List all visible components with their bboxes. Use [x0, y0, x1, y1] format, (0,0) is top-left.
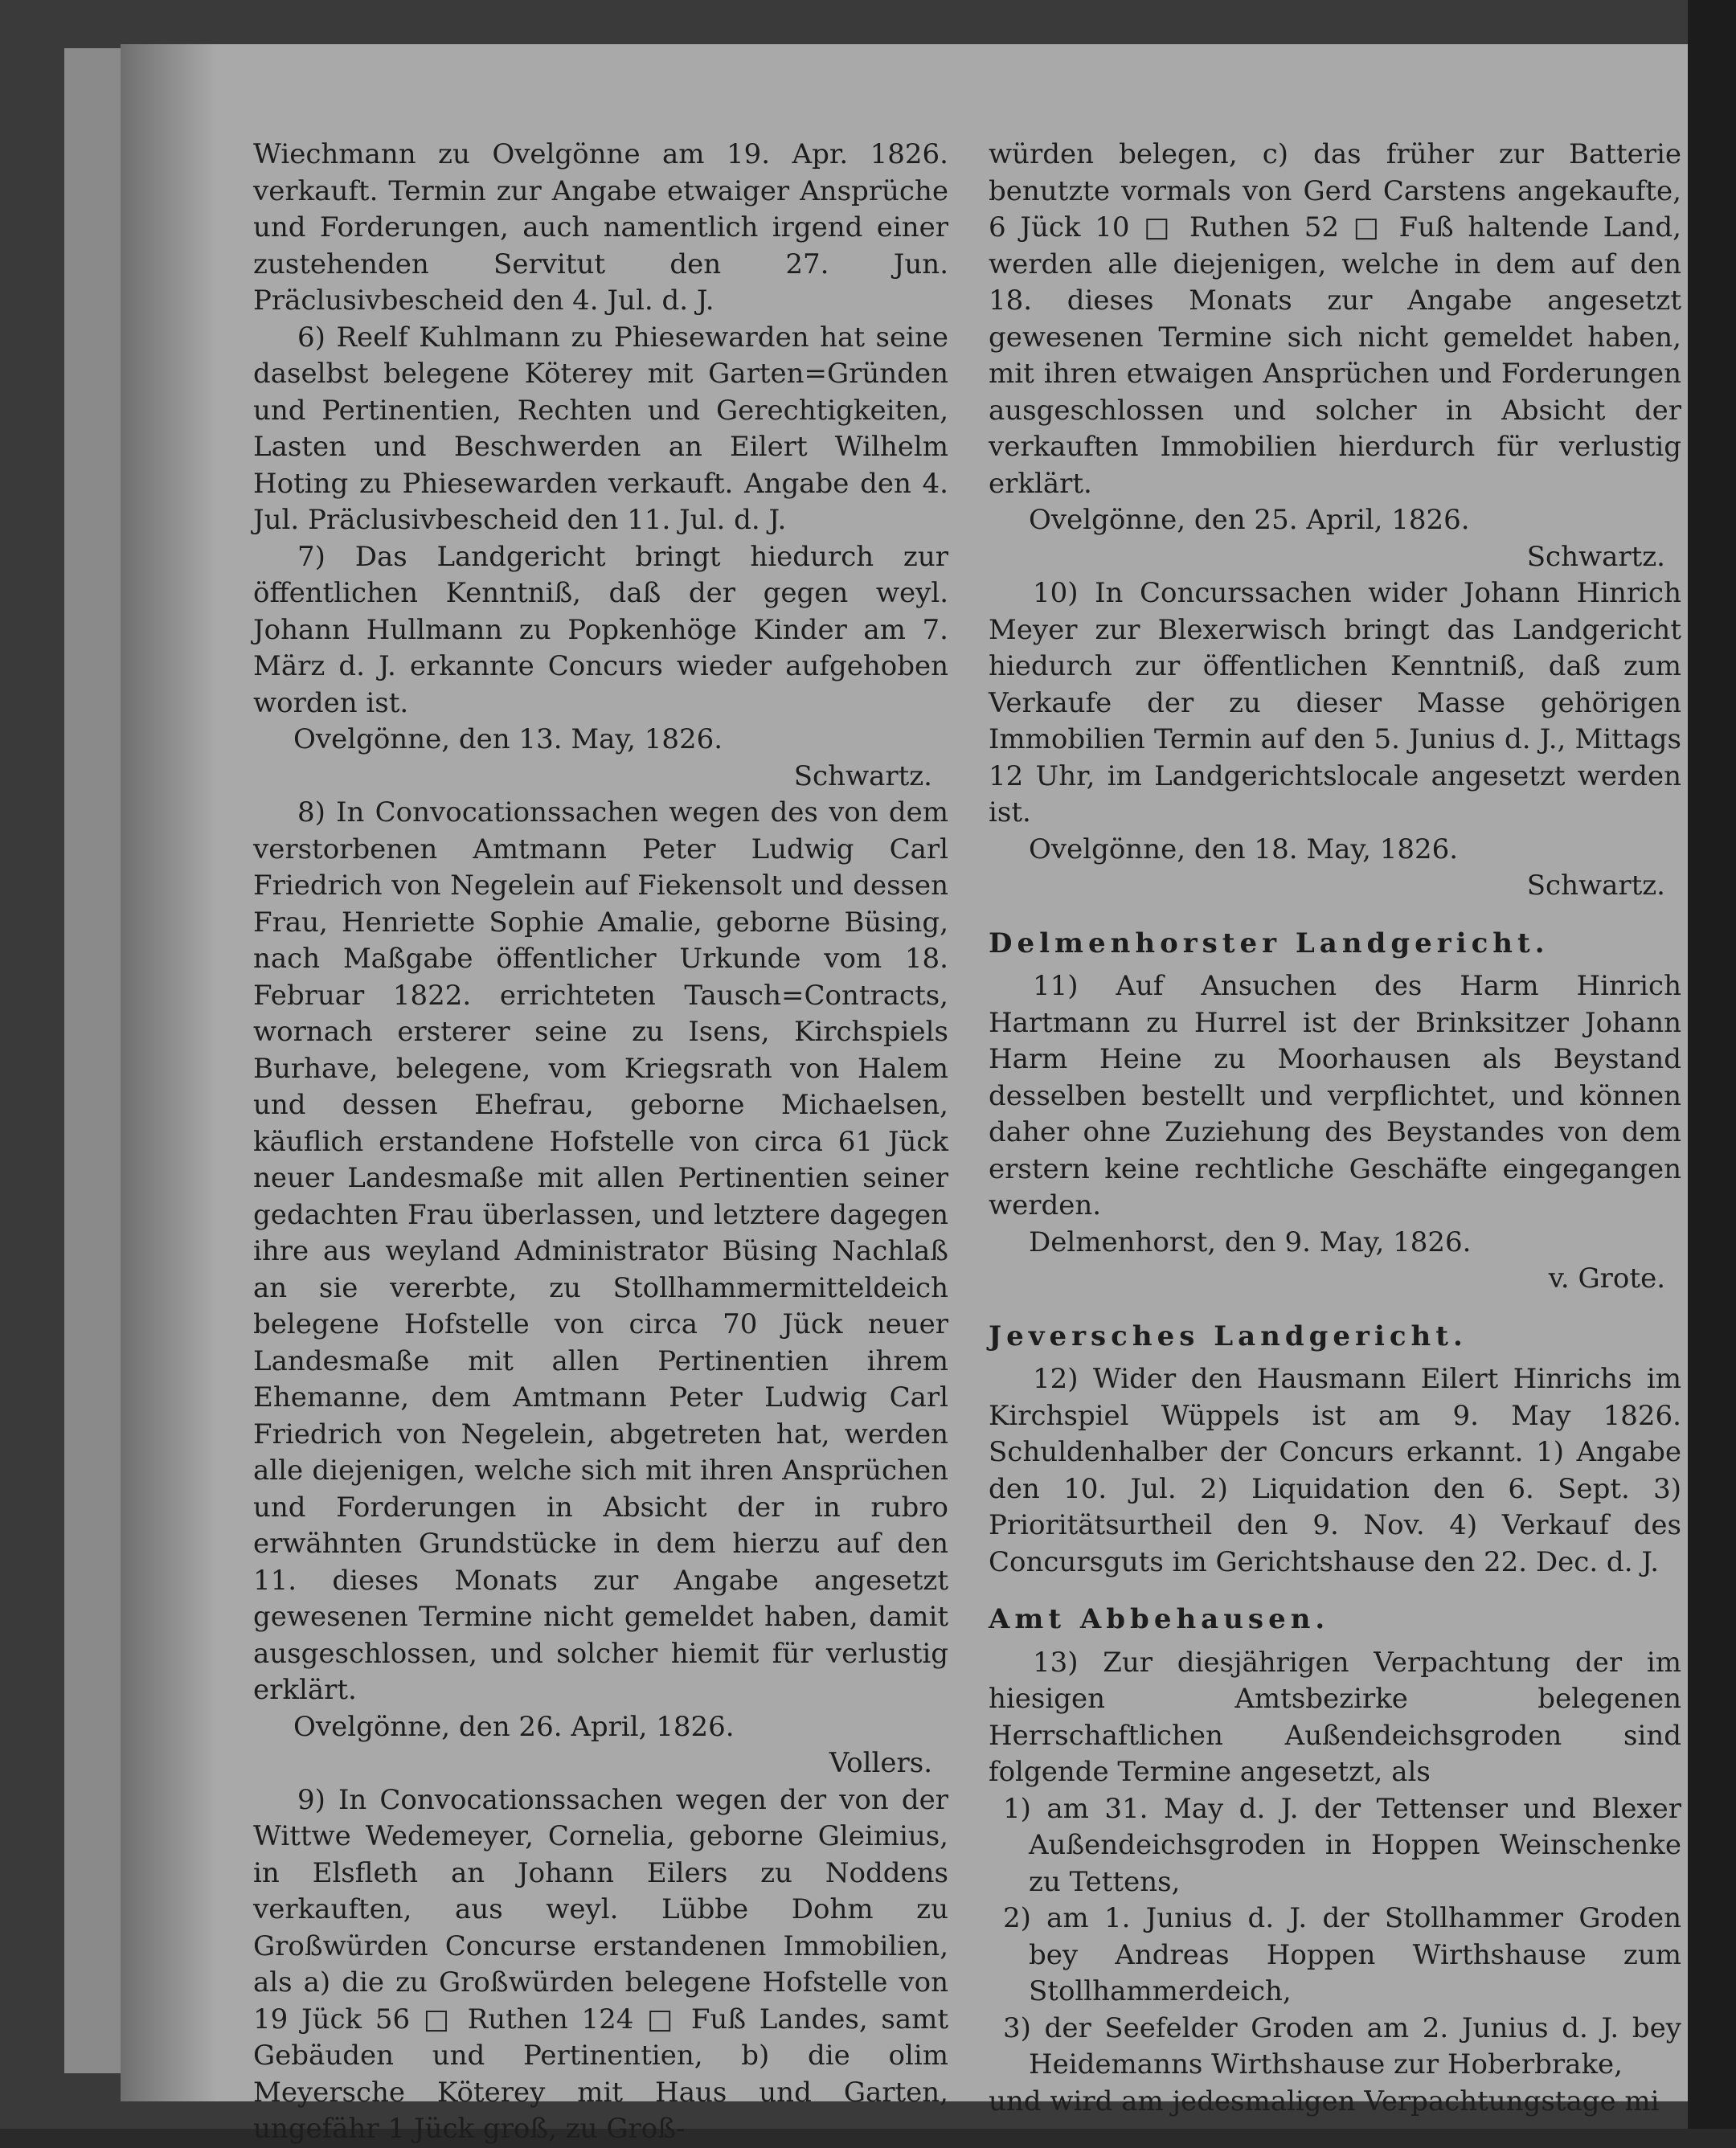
paragraph-13: 13) Zur diesjährigen Verpachtung der im hiesigen Amtsbezirke belegenen Herrschaftlichen Außendeichsgroden sind folgende Termine angesetzt, als: [989, 1646, 1681, 1788]
paragraph-12: 12) Wider den Hausmann Eilert Hinrichs im Kirchspiel Wüppels ist am 9. May 1826. Schuldenhalber der Concurs erkannt. 1) Angabe den 10. Jul. 2) Liquidation den 6. Sept. 3) Prioritätsurtheil den 9. Nov. 4) Verkauf des Concursguts im Gerichtshause den 22. Dec. d. J.: [989, 1363, 1681, 1578]
paragraph-11: 11) Auf Ansuchen des Harm Hinrich Hartmann zu Hurrel ist der Brinksitzer Johann Harm Heine zu Moorhausen als Beystand desselben bestellt und verpflichtet, und können daher ohne Zuziehung des Beystandes von dem erstern keine rechtliche Geschäfte eingegangen werden.: [989, 970, 1681, 1221]
paragraph-13-continued: und wird am jedesmaligen Verpachtungstage mi: [989, 2085, 1660, 2117]
paragraph-9: 9) In Convocationssachen wegen der von der Wittwe Wedemeyer, Cornelia, geborne Gleimius, in Elsfleth an Johann Eilers zu Noddens verkauften, aus weyl. Lübbe Dohm zu Großwürden Concurse erstandenen Immobilien, als a) die zu Großwürden belegene Hofstelle von 19 Jück 56 □ Ruthen 124 □ Fuß Landes, samt Gebäuden und Pertinentien, b) die olim Meyersche Köterey mit Haus und Garten, ungefähr 1 Jück groß, zu Groß-: [253, 1783, 948, 2145]
place-date: Ovelgönne, den 25. April, 1826.: [1029, 504, 1470, 536]
place-date: Delmenhorst, den 9. May, 1826.: [1029, 1225, 1472, 1258]
paragraph-10: 10) In Concurssachen wider Johann Hinrich Meyer zur Blexerwisch bringt das Landgericht hiedurch zur öffentlichen Kenntniß, daß zum Verkaufe der zu dieser Masse gehörigen Immobilien Termin auf den 5. Junius d. J., Mittags 12 Uhr, im Landgerichtslocale angesetzt werden ist.: [989, 577, 1681, 829]
place-date: Ovelgönne, den 26. April, 1826.: [293, 1710, 735, 1743]
signature: Vollers.: [829, 1747, 932, 1779]
section-heading-abbehausen: Amt Abbehausen.: [989, 1603, 1330, 1635]
list-item: 3) der Seefelder Groden am 2. Junius d. J. bey Heidemanns Wirthshause zur Hoberbrake,: [1003, 2011, 1681, 2080]
scan-right-edge: [1688, 0, 1736, 2129]
signature: v. Grote.: [1548, 1262, 1665, 1295]
list-item: 1) am 31. May d. J. der Tettenser und Blexer Außendeichsgroden in Hoppen Weinschenke zu Tettens,: [1003, 1792, 1681, 1898]
left-column: [253, 137, 948, 2148]
list-item: 2) am 1. Junius d. J. der Stollhammer Groden bey Andreas Hoppen Wirthshause zum Stollhammerdeich,: [1003, 1902, 1681, 2007]
signature: Schwartz.: [793, 759, 932, 792]
right-column: [989, 137, 1681, 2120]
section-heading-jever: Jeversches Landgericht.: [989, 1319, 1468, 1352]
paragraph-9-continued: würden belegen, c) das früher zur Batterie benutzte vormals von Gerd Carstens angekaufte, 6 Jück 10 □ Ruthen 52 □ Fuß haltende Land, werden alle diejenigen, welche in dem auf den 18. dieses Monats zur Angabe angesetzt gewesenen Termine sich nicht gemeldet haben, mit ihren etwaigen Ansprüchen und Forderungen ausgeschlossen und solcher in Absicht der verkauften Immobilien hierdurch für verlustig erklärt.: [989, 138, 1681, 500]
paragraph-8: 8) In Convocationssachen wegen des von dem verstorbenen Amtmann Peter Ludwig Carl Friedrich von Negelein auf Fiekensolt und dessen Frau, Henriette Sophie Amalie, geborne Büsing, nach Maßgabe öffentlicher Urkunde vom 18. Februar 1822. errichteten Tausch=Contracts, wornach ersterer seine zu Isens, Kirchspiels Burhave, belegene, vom Kriegsrath von Halem und dessen Ehefrau, geborne Michaelsen, käuflich erstandene Hofstelle von circa 61 Jück neuer Landesmaße mit allen Pertinentien seiner gedachten Frau überlassen, und letztere dagegen ihre aus weyland Administrator Büsing Nachlaß an sie vererbte, zu Stollhammermitteldeich belegene Hofstelle von circa 70 Jück neuer Landesmaße mit allen Pertinentien ihrem Ehemanne, dem Amtmann Peter Ludwig Carl Friedrich von Negelein, abgetreten hat, werden alle diejenigen, welche sich mit ihren Ansprüchen und Forderungen in Absicht der in rubro erwähnten Grundstücke in dem hierzu auf den 11. dieses Monats zur Angabe angesetzt gewesenen Termine nicht gemeldet haben, damit ausgeschlossen, und solcher hiemit für verlustig erklärt.: [253, 796, 948, 1706]
signature: Schwartz.: [1526, 540, 1665, 573]
section-heading-delmenhorst: Delmenhorster Landgericht.: [989, 927, 1550, 959]
signature: Schwartz.: [1526, 869, 1665, 902]
paragraph-6: 6) Reelf Kuhlmann zu Phiesewarden hat seine daselbst belegene Köterey mit Garten=Gründen und Pertinentien, Rechten und Gerechtigkeiten, Lasten und Beschwerden an Eilert Wilhelm Hoting zu Phiesewarden verkauft. Angabe den 4. Jul. Präclusivbescheid den 11. Jul. d. J.: [253, 321, 948, 536]
place-date: Ovelgönne, den 18. May, 1826.: [1029, 833, 1459, 865]
gutter-shadow: [121, 44, 217, 2101]
paragraph-intro: Wiechmann zu Ovelgönne am 19. Apr. 1826. verkauft. Termin zur Angabe etwaiger Ansprüche und Forderungen, auch namentlich irgend einer zustehenden Servitut den 27. Jun. Präclusivbescheid den 4. Jul. d. J.: [253, 138, 948, 317]
paragraph-7: 7) Das Landgericht bringt hiedurch zur öffentlichen Kenntniß, daß der gegen weyl. Johann Hullmann zu Popkenhöge Kinder am 7. März d. J. erkannte Concurs wieder aufgehoben worden ist.: [253, 540, 948, 719]
place-date: Ovelgönne, den 13. May, 1826.: [293, 723, 723, 755]
